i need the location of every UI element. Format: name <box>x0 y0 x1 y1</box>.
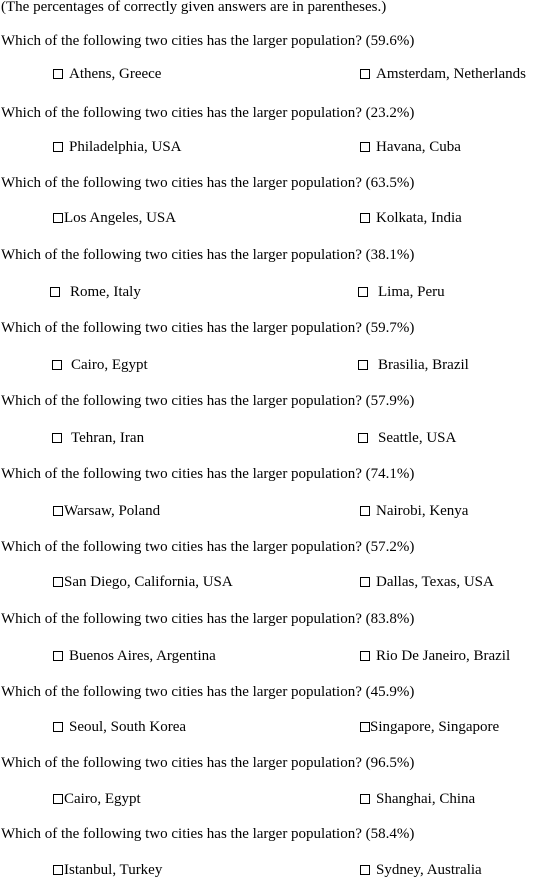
checkbox-icon[interactable] <box>360 506 370 516</box>
checkbox-icon[interactable] <box>360 213 370 223</box>
q6-option-right[interactable] <box>358 429 456 447</box>
option-label: Istanbul, Turkey <box>64 862 163 878</box>
checkbox-icon[interactable] <box>53 722 63 732</box>
q9-option-left[interactable] <box>53 647 216 665</box>
checkbox-icon[interactable] <box>53 865 63 875</box>
option-label: Shanghai, China <box>376 791 476 807</box>
question-6-text: Which of the following two cities has the larger population? (57.9%) <box>1 393 415 409</box>
option-label: Cairo, Egypt <box>64 791 141 807</box>
checkbox-icon[interactable] <box>360 577 370 587</box>
checkbox-icon[interactable] <box>52 433 62 443</box>
option-label: Buenos Aires, Argentina <box>69 648 216 664</box>
option-label: Rome, Italy <box>70 284 141 300</box>
option-label: Rio De Janeiro, Brazil <box>376 648 511 664</box>
q5-option-right[interactable] <box>358 356 469 374</box>
checkbox-icon[interactable] <box>360 142 370 152</box>
question-8-text: Which of the following two cities has the larger population? (57.2%) <box>1 539 415 555</box>
option-label: Athens, Greece <box>69 66 162 82</box>
checkbox-icon[interactable] <box>358 287 368 297</box>
instructions-note: (The percentages of correctly given answers are in parentheses.) <box>1 0 387 15</box>
checkbox-icon[interactable] <box>53 142 63 152</box>
q2-option-right[interactable] <box>360 138 461 156</box>
question-7-text: Which of the following two cities has the larger population? (74.1%) <box>1 466 415 482</box>
q4-option-right[interactable] <box>358 283 445 301</box>
q7-option-left[interactable] <box>53 502 160 520</box>
question-3-text: Which of the following two cities has the larger population? (63.5%) <box>1 175 415 191</box>
q1-option-right[interactable] <box>360 65 526 83</box>
option-label: Kolkata, India <box>376 210 462 226</box>
option-label: Tehran, Iran <box>71 430 145 446</box>
checkbox-icon[interactable] <box>52 360 62 370</box>
question-5-text: Which of the following two cities has the larger population? (59.7%) <box>1 320 415 336</box>
question-10-text: Which of the following two cities has the larger population? (45.9%) <box>1 684 415 700</box>
checkbox-icon[interactable] <box>360 865 370 875</box>
q12-option-left[interactable] <box>53 861 162 879</box>
q8-option-left[interactable] <box>53 573 233 591</box>
option-label: Havana, Cuba <box>376 139 461 155</box>
option-label: Sydney, Australia <box>376 862 482 878</box>
q5-option-left[interactable] <box>52 356 148 374</box>
q6-option-left[interactable] <box>52 429 144 447</box>
question-12-text: Which of the following two cities has the larger population? (58.4%) <box>1 826 415 842</box>
q10-option-left[interactable] <box>53 718 186 736</box>
checkbox-icon[interactable] <box>360 69 370 79</box>
q4-option-left[interactable] <box>50 283 141 301</box>
option-label: Dallas, Texas, USA <box>376 574 494 590</box>
checkbox-icon[interactable] <box>360 651 370 661</box>
option-label: Nairobi, Kenya <box>376 503 469 519</box>
checkbox-icon[interactable] <box>50 287 60 297</box>
q3-option-right[interactable] <box>360 209 462 227</box>
option-label: Brasilia, Brazil <box>378 357 469 373</box>
option-label: Lima, Peru <box>378 284 445 300</box>
checkbox-icon[interactable] <box>53 651 63 661</box>
question-9-text: Which of the following two cities has the larger population? (83.8%) <box>1 611 415 627</box>
q8-option-right[interactable] <box>360 573 494 591</box>
checkbox-icon[interactable] <box>358 433 368 443</box>
checkbox-icon[interactable] <box>358 360 368 370</box>
q11-option-left[interactable] <box>53 790 141 808</box>
checkbox-icon[interactable] <box>360 722 370 732</box>
checkbox-icon[interactable] <box>53 577 63 587</box>
option-label: Cairo, Egypt <box>71 357 148 373</box>
question-11-text: Which of the following two cities has the larger population? (96.5%) <box>1 755 415 771</box>
q9-option-right[interactable] <box>360 647 510 665</box>
q12-option-right[interactable] <box>360 861 482 879</box>
option-label: San Diego, California, USA <box>64 574 233 590</box>
question-2-text: Which of the following two cities has the larger population? (23.2%) <box>1 105 415 121</box>
question-1-text: Which of the following two cities has the larger population? (59.6%) <box>1 33 415 49</box>
q1-option-left[interactable] <box>53 65 161 83</box>
option-label: Warsaw, Poland <box>64 503 161 519</box>
option-label: Philadelphia, USA <box>69 139 182 155</box>
q3-option-left[interactable] <box>53 209 176 227</box>
checkbox-icon[interactable] <box>53 506 63 516</box>
option-label: Amsterdam, Netherlands <box>376 66 526 82</box>
option-label: Los Angeles, USA <box>64 210 177 226</box>
q7-option-right[interactable] <box>360 502 468 520</box>
option-label: Singapore, Singapore <box>370 719 500 735</box>
checkbox-icon[interactable] <box>53 213 63 223</box>
checkbox-icon[interactable] <box>360 794 370 804</box>
q10-option-right[interactable] <box>360 718 499 736</box>
option-label: Seattle, USA <box>378 430 457 446</box>
q11-option-right[interactable] <box>360 790 475 808</box>
q2-option-left[interactable] <box>53 138 182 156</box>
question-4-text: Which of the following two cities has the larger population? (38.1%) <box>1 247 415 263</box>
option-label: Seoul, South Korea <box>69 719 187 735</box>
checkbox-icon[interactable] <box>53 69 63 79</box>
checkbox-icon[interactable] <box>53 794 63 804</box>
